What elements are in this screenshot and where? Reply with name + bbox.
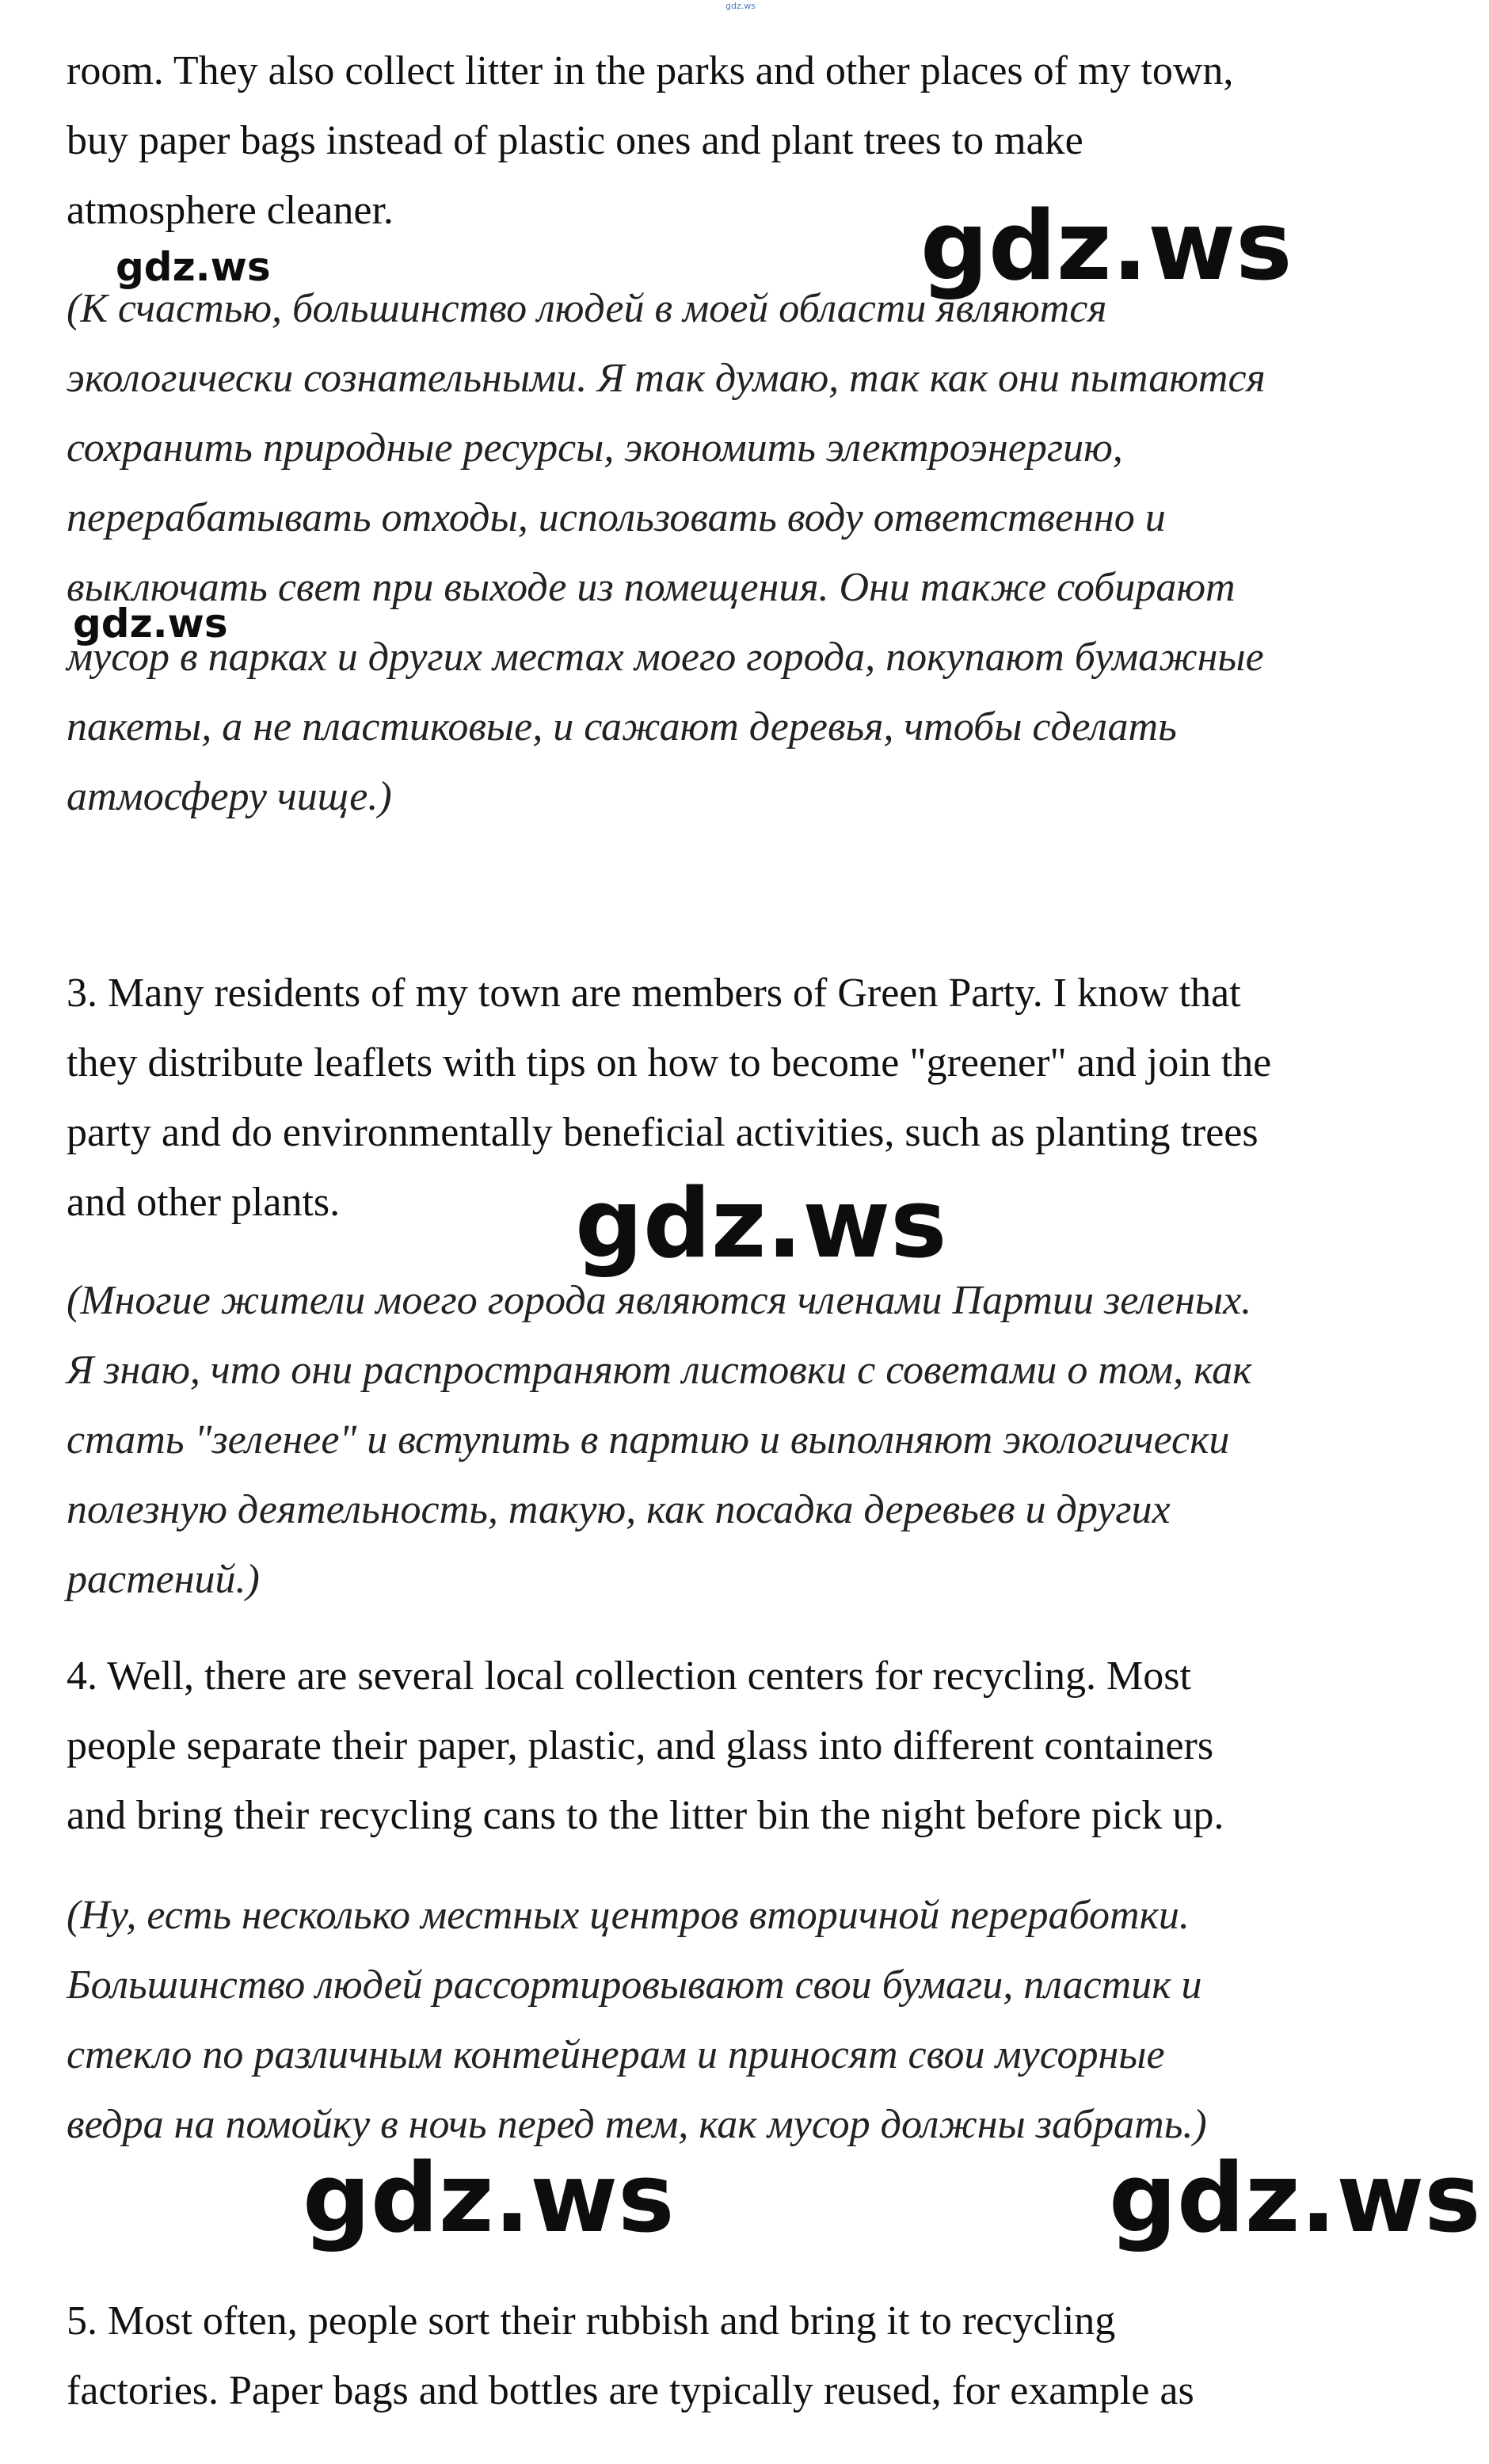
watermark-small-2: gdz.ws — [73, 601, 228, 647]
paragraph-3-english: 3. Many residents of my town are members of Green Party. I know that they distribute leaflets with tips on how to become "greener" and join the party and do environmentally beneficial activities, such as planting trees and other plants. — [67, 971, 1272, 1225]
paragraph-3-russian: (Многие жители моего города являются членами Партии зеленых. Я знаю, что они распространяют листовки с советами о том, как стать "зеленее" и вступить в партию и выполняют экологически полезную деятельность, такую, как посадка деревьев и других растений.) — [67, 1278, 1252, 1602]
watermark-small-1: gdz.ws — [116, 244, 271, 290]
watermark-big-4: gdz.ws — [1109, 2144, 1481, 2254]
watermark-big-3: gdz.ws — [303, 2144, 675, 2254]
paragraph-2-russian: (К счастью, большинство людей в моей области являются экологически сознательными. Я так думаю, так как они пытаются сохранить природные ресурсы, экономить электроэнергию, перерабатывать отходы, использовать воду ответственно и выключать свет при выходе из помещения. Они также собирают мусор в парках и других местах моего города, покупают бумажные пакеты, а не пластиковые, и сажают деревья, чтобы сделать атмосферу чище.) — [67, 286, 1266, 819]
paragraph-4-english: 4. Well, there are several local collection centers for recycling. Most people separate their paper, plastic, and glass into different containers and bring their recycling cans to the litter bin the night before pick up. — [67, 1653, 1224, 1838]
paragraph-2-english-end: room. They also collect litter in the parks and other places of my town, buy paper bags instead of plastic ones and plant trees to make atmosphere cleaner. — [67, 48, 1234, 233]
watermark-big-1: gdz.ws — [920, 192, 1293, 302]
watermark-big-2: gdz.ws — [575, 1169, 947, 1280]
paragraph-5-english: 5. Most often, people sort their rubbish and bring it to recycling factories. Paper bags and bottles are typically reused, for example as — [67, 2298, 1194, 2413]
paragraph-4-russian: (Ну, есть несколько местных центров вторичной переработки. Большинство людей рассортировывают свои бумаги, пластик и стекло по различным контейнерам и приносят свои мусорные ведра на помойку в ночь перед тем, как мусор должны забрать.) — [67, 1893, 1207, 2147]
watermark-top: gdz.ws — [725, 1, 756, 11]
